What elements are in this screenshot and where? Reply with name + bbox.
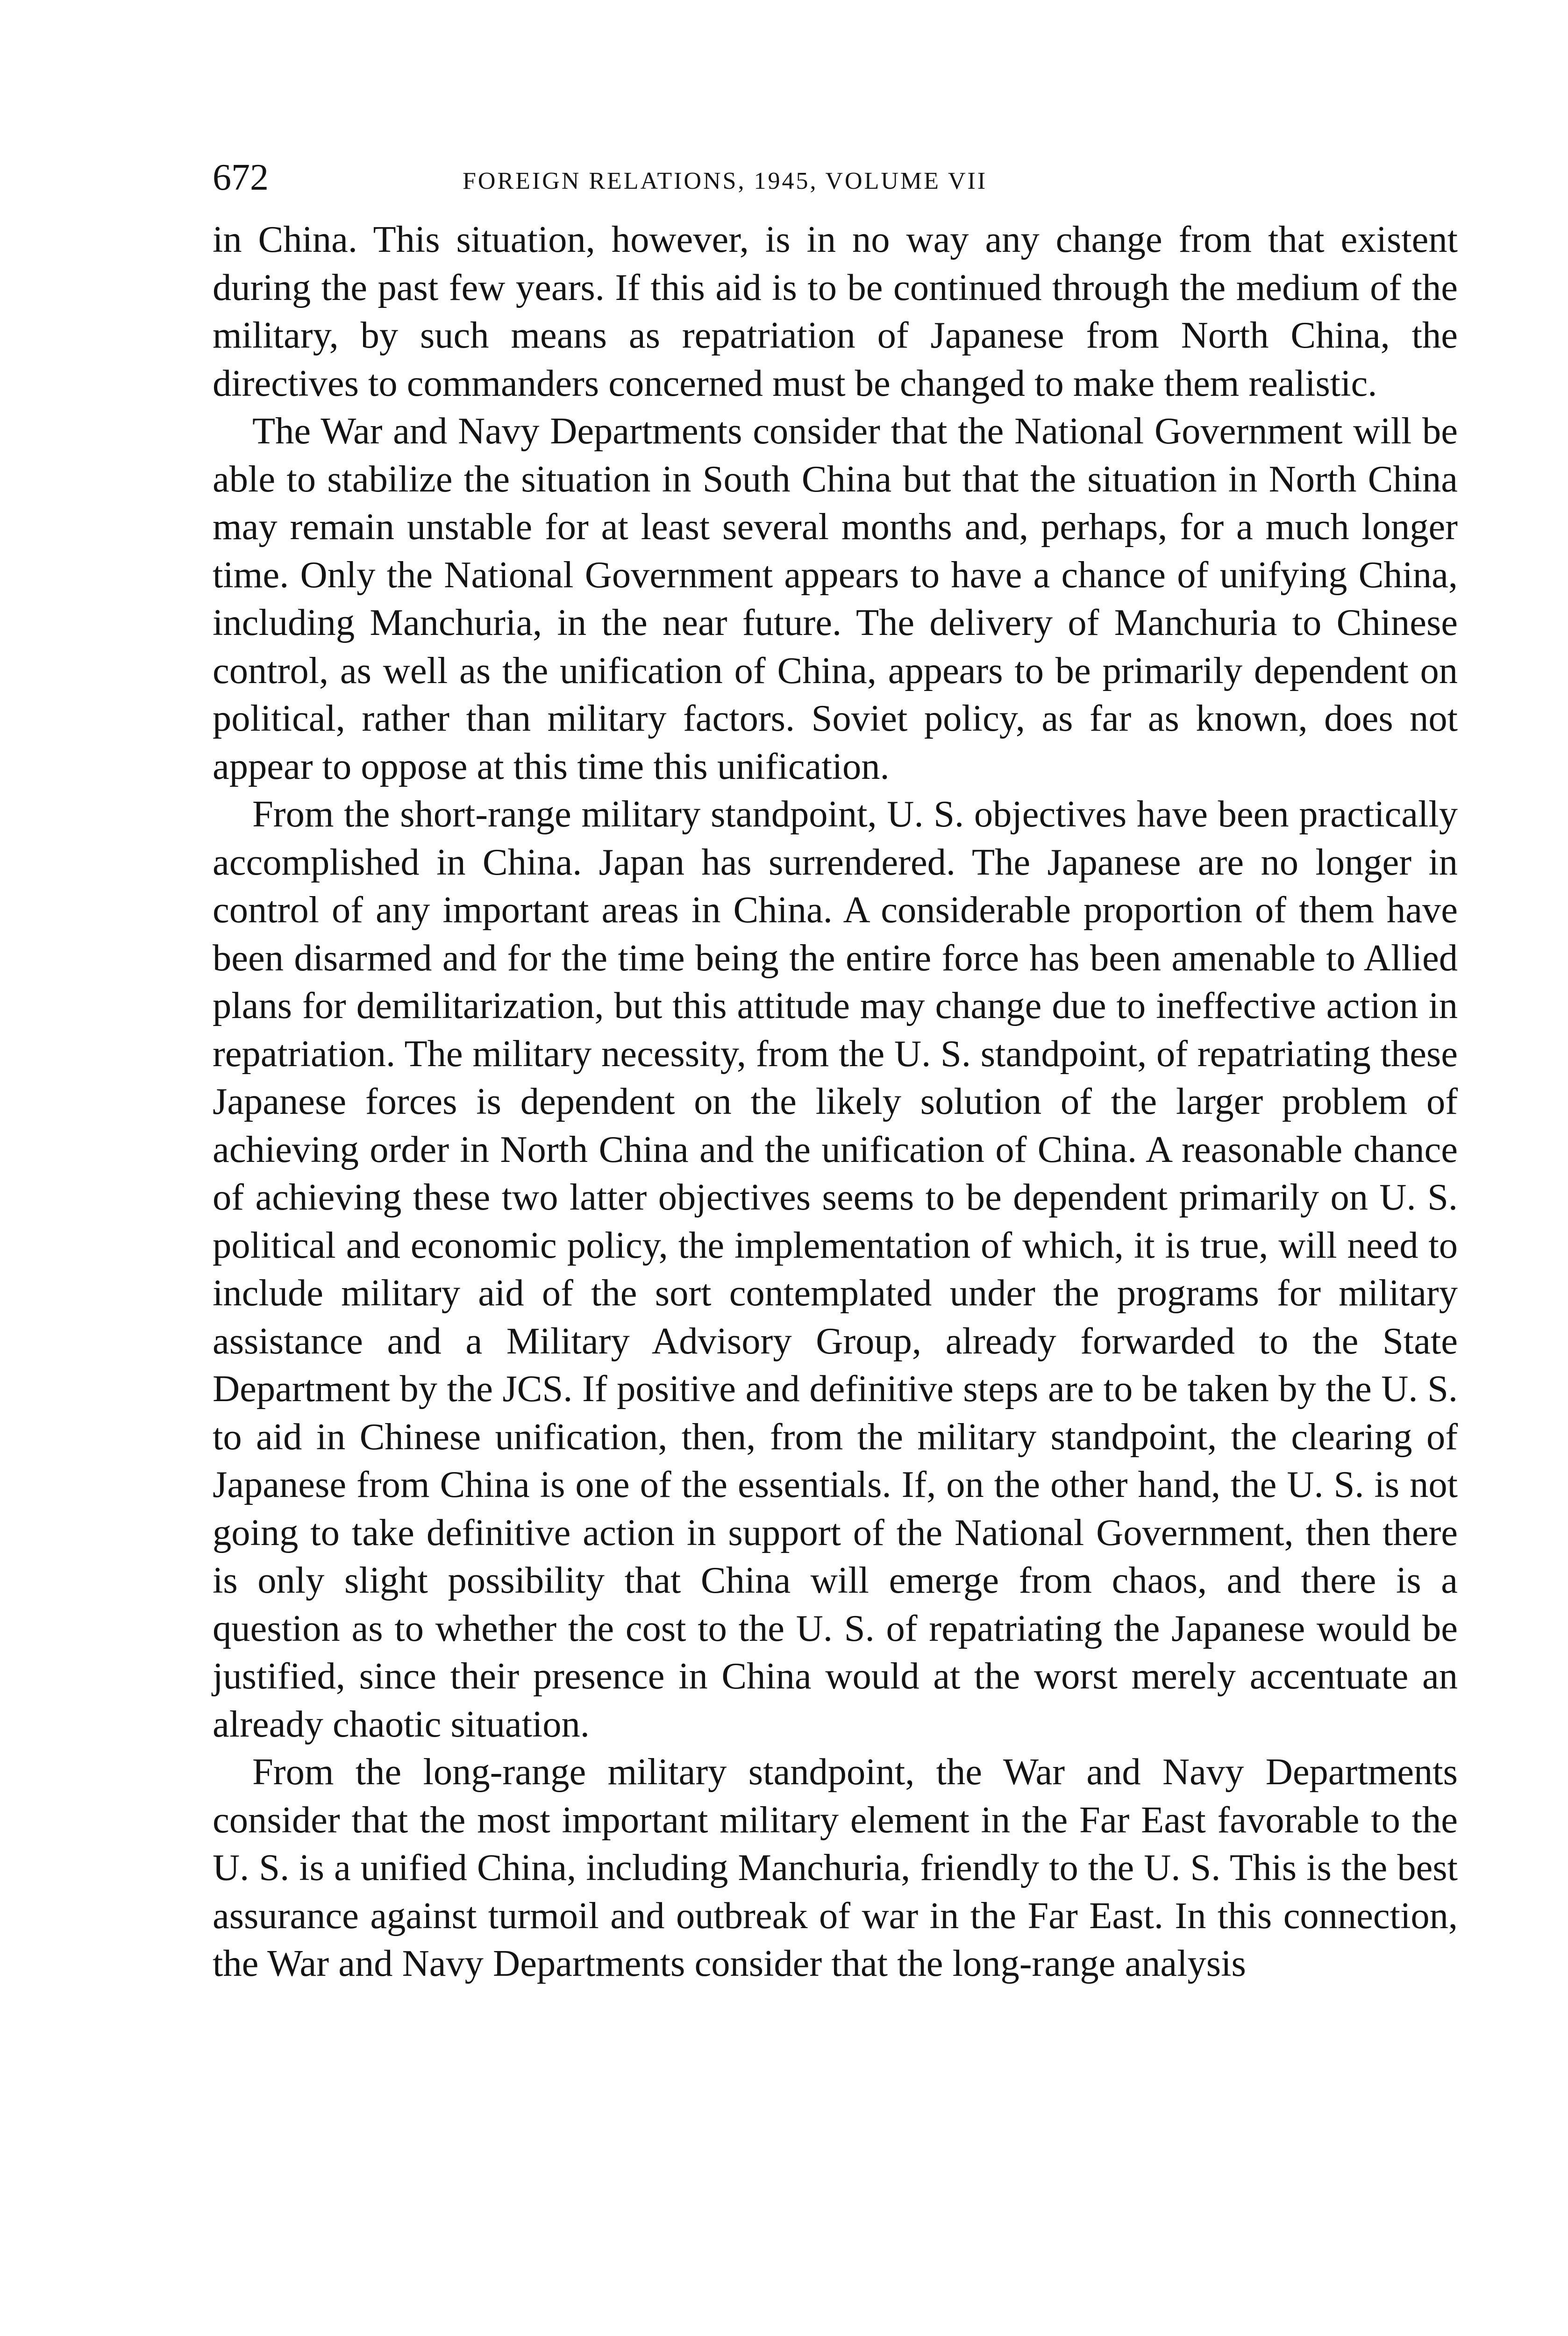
page-number: 672 <box>213 157 269 198</box>
paragraph-short-range-standpoint: From the short-range military standpoint, U. S. objectives have been practically accomplished in China. Japan has surrendered. The Japanese are no longer in control of any important areas in China. A considerable proportion of them have been disarmed and for the time being the entire force has been amenable to Allied plans for demilitarization, but this attitude may change due to ineffective action in repatriation. The military necessity, from the U. S. standpoint, of repatriating these Japanese forces is dependent on the likely solution of the larger problem of achieving order in North China and the unification of China. A reasonable chance of achieving these two latter objectives seems to be dependent primarily on U. S. political and economic policy, the implementation of which, it is true, will need to include military aid of the sort contemplated under the programs for military assistance and a Military Advisory Group, already forwarded to the State Department by the JCS. If positive and definitive steps are to be taken by the U. S. to aid in Chinese unification, then, from the military standpoint, the clearing of Japanese from China is one of the essentials. If, on the other hand, the U. S. is not going to take definitive action in support of the National Government, then there is only slight possibility that China will emerge from chaos, and there is a question as to whether the cost to the U. S. of repatriating the Japanese would be justified, since their presence in China would at the worst merely accentuate an already chaotic situation. <box>213 793 1458 1745</box>
paragraph-national-government: The War and Navy Departments consider that the National Government will be able to stabilize the situation in South China but that the situation in North China may remain unstable for at least several months and, perhaps, for a much longer time. Only the National Government appears to have a chance of unifying China, including Manchuria, in the near future. The delivery of Manchuria to Chinese control, as well as the unification of China, appears to be primarily dependent on political, rather than military factors. Soviet policy, as far as known, does not appear to oppose at this time this unification. <box>213 410 1458 787</box>
body-text <box>213 216 1458 1988</box>
document-page <box>213 154 1458 1988</box>
running-head <box>213 154 1458 206</box>
paragraph-continuation: in China. This situation, however, is in no way any change from that existent during the past few years. If this aid is to be continued through the medium of the military, by such means as repatriation of Japanese from North China, the directives to commanders concerned must be changed to make them realistic. <box>213 219 1458 404</box>
running-head-title: FOREIGN RELATIONS, 1945, VOLUME VII <box>463 168 988 194</box>
paragraph-long-range-standpoint: From the long-range military standpoint, the War and Navy Departments consider that the most important military element in the Far East favorable to the U. S. is a unified China, including Manchuria, friendly to the U. S. This is the best assurance against turmoil and outbreak of war in the Far East. In this connection, the War and Navy Departments consider that the long-range analysis <box>213 1751 1458 1984</box>
